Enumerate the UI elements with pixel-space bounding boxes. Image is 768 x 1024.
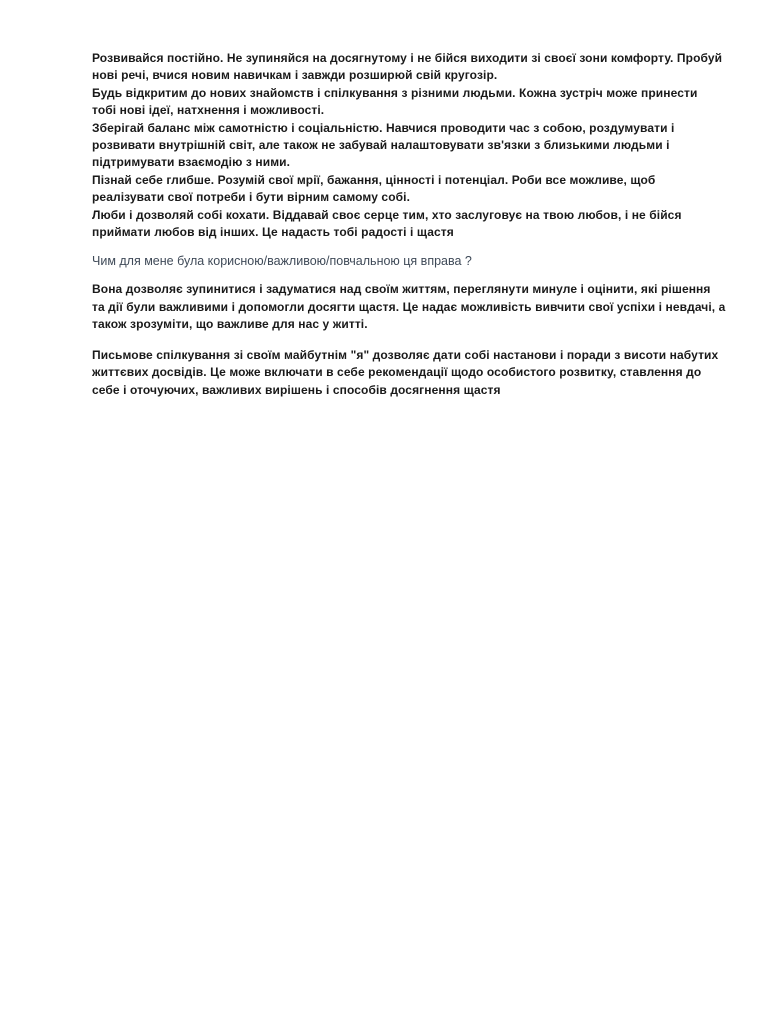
- question-heading: Чим для мене була корисною/важливою/повчальною ця вправа ?: [92, 254, 472, 269]
- text-line: Вона дозволяє зупинитися і задуматися над своїм життям, переглянути минуле і оцінити, які рішення: [92, 282, 711, 297]
- text-line: також зрозуміти, що важливе для нас у житті.: [92, 317, 368, 332]
- text-line: Письмове спілкування зі своїм майбутнім "я" дозволяє дати собі настанови і поради з висоти набутих: [92, 347, 719, 362]
- answer-paragraph-2: [92, 347, 724, 399]
- text-line: підтримувати взаємодію з ними.: [92, 155, 291, 170]
- document-page: [92, 50, 724, 412]
- text-line: Будь відкритим до нових знайомств і спілкування з різними людьми. Кожна зустріч може принести: [92, 85, 698, 100]
- text-line: Пізнай себе глибше. Розумій свої мрії, бажання, цінності і потенціал. Роби все можливе, щоб: [92, 172, 656, 187]
- text-line: нові речі, вчися новим навичкам і завжди розширюй свій кругозір.: [92, 68, 498, 83]
- text-line: життєвих досвідів. Це може включати в себе рекомендації щодо особистого розвитку, ставлення до: [92, 365, 702, 380]
- intro-text-block: [92, 50, 724, 241]
- text-line: Розвивайся постійно. Не зупиняйся на досягнутому і не бійся виходити зі своєї зони комфорту. Пробуй: [92, 51, 723, 65]
- answer-paragraph-1: [92, 281, 724, 333]
- text-line: себе і оточуючих, важливих вирішень і способів досягнення щастя: [92, 382, 501, 397]
- text-line: розвивати внутрішній світ, але також не забувай налаштовувати зв'язки з близькими людьми і: [92, 138, 670, 153]
- text-line: Зберігай баланс між самотністю і соціальністю. Навчися проводити час з собою, роздумувати і: [92, 120, 675, 135]
- text-line: та дії були важливими і допомогли досягти щастя. Це надає можливість вивчити свої успіхи і невдачі, а: [92, 299, 726, 314]
- text-line: тобі нові ідеї, натхнення і можливості.: [92, 103, 325, 118]
- text-line: реалізувати свої потреби і бути вірним самому собі.: [92, 190, 411, 205]
- text-line: Люби і дозволяй собі кохати. Віддавай своє серце тим, хто заслуговує на твою любов, і не бійся: [92, 207, 682, 222]
- text-line: приймати любов від інших. Це надасть тобі радості і щастя: [92, 225, 454, 240]
